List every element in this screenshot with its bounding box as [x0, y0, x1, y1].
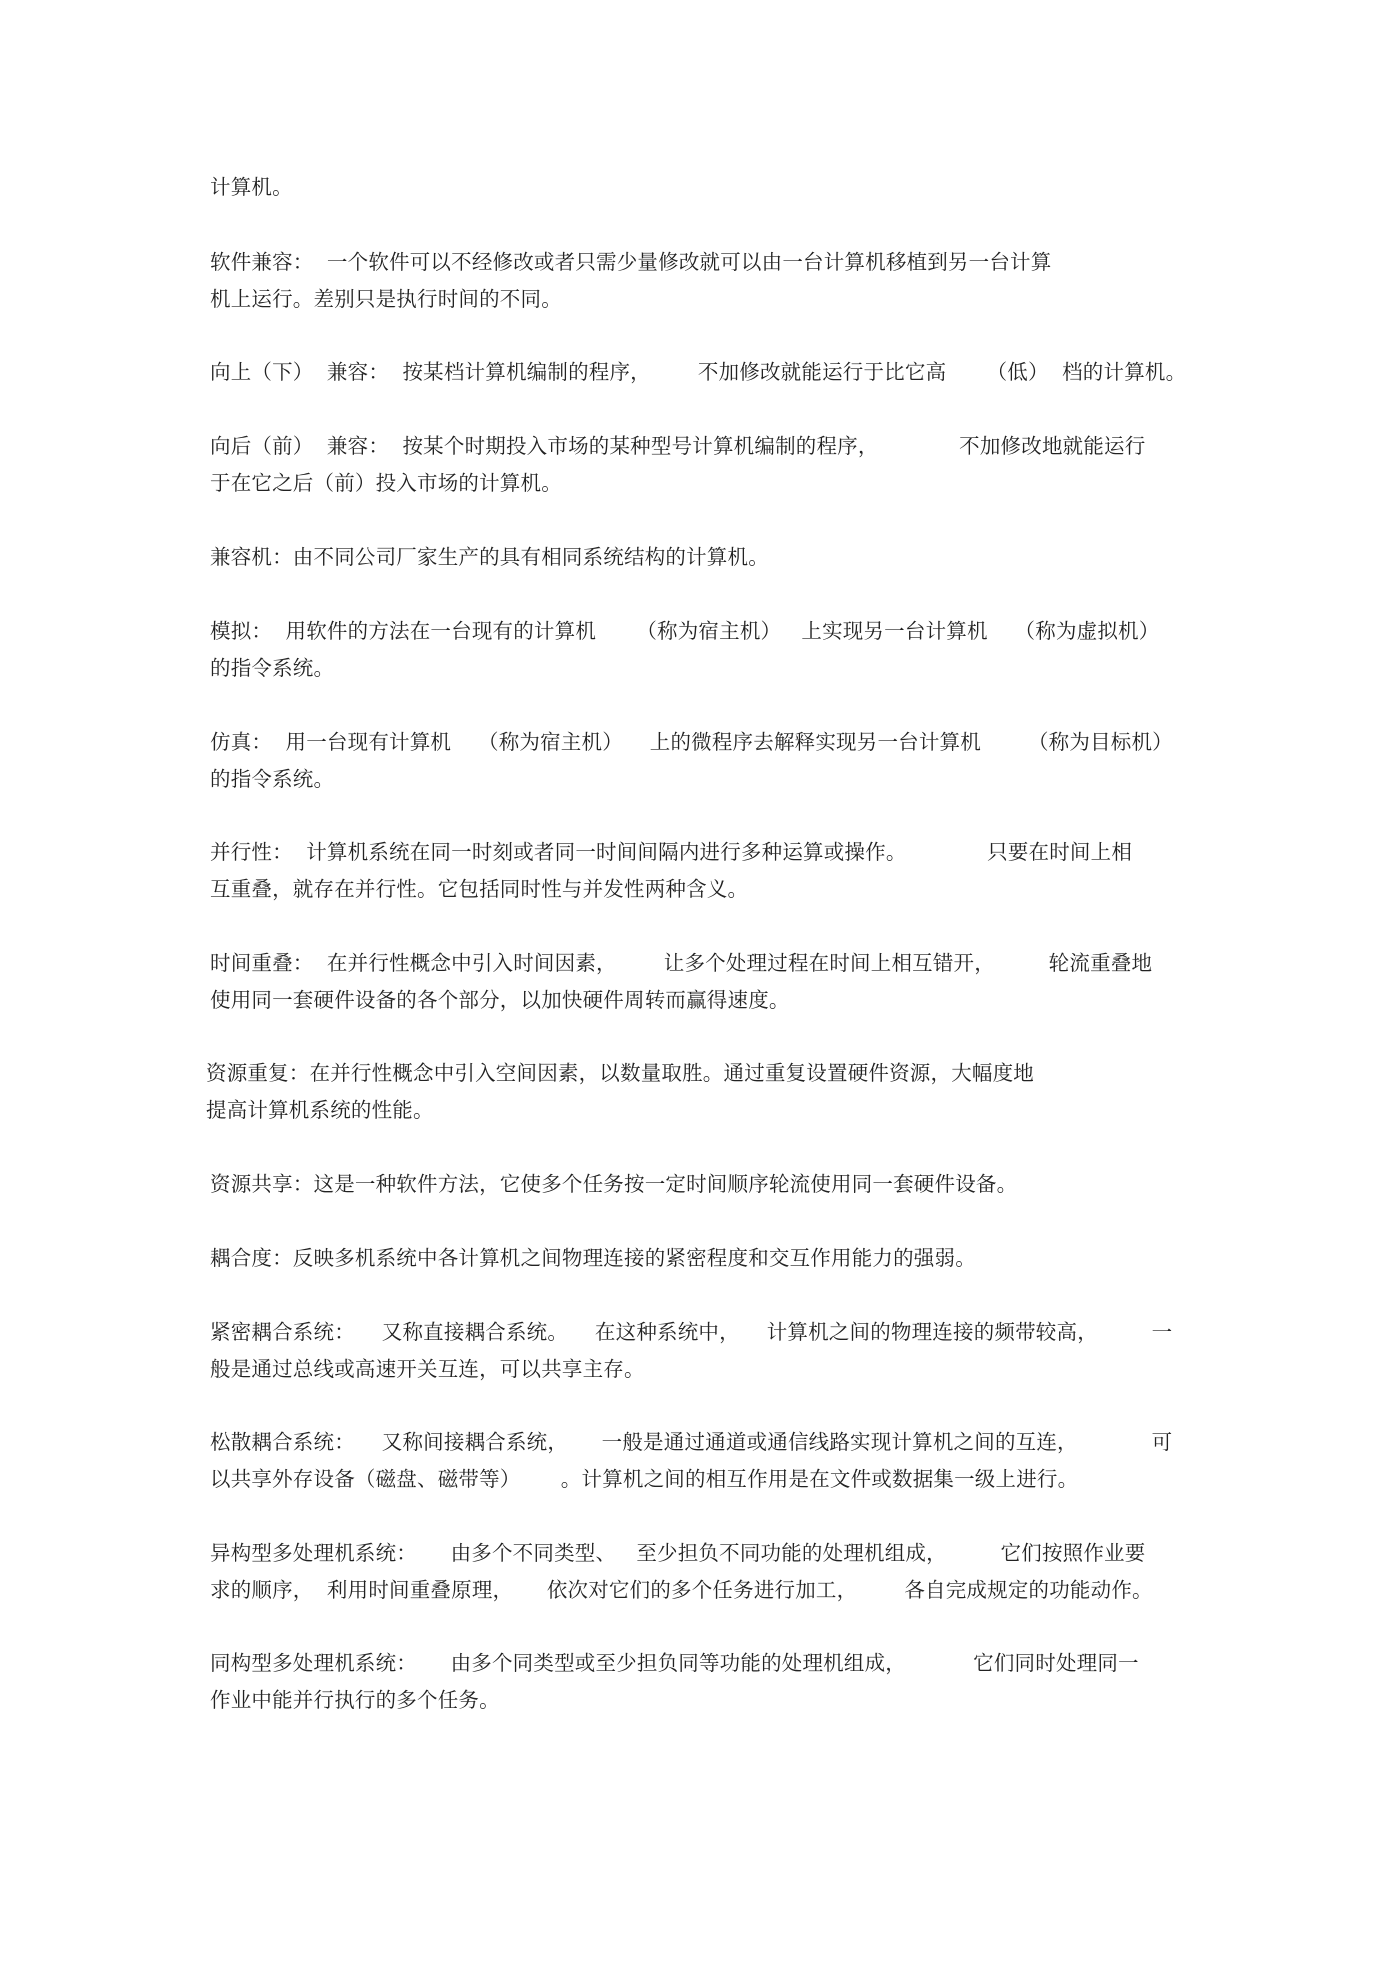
- paragraph-simulation: [210, 613, 1200, 687]
- paragraph-line: 资源重复：在并行性概念中引入空间因素，以数量取胜。通过重复设置硬件资源，大幅度地: [206, 1061, 1034, 1085]
- paragraph-line: 向上（下） 兼容： 按某档计算机编制的程序， 不加修改就能运行于比它高 （低） 档的计算机。: [210, 360, 1187, 384]
- paragraph-software-compatibility: [210, 244, 1200, 318]
- paragraph-line: 耦合度：反映多机系统中各计算机之间物理连接的紧密程度和交互作用能力的强弱。: [210, 1246, 976, 1270]
- paragraph-line: 的指令系统。: [210, 656, 335, 680]
- paragraph-line: 资源共享：这是一种软件方法，它使多个任务按一定时间顺序轮流使用同一套硬件设备。: [210, 1172, 1018, 1196]
- paragraph-tightly-coupled: [210, 1314, 1200, 1388]
- paragraph-loosely-coupled: [210, 1424, 1200, 1498]
- paragraph-upward-compatibility: [210, 354, 1200, 391]
- paragraph-line: 提高计算机系统的性能。: [206, 1098, 434, 1122]
- paragraph-line: 模拟： 用软件的方法在一台现有的计算机 （称为宿主机） 上实现另一台计算机 （称为虚拟机）: [210, 619, 1160, 643]
- paragraph-line: 般是通过总线或高速开关互连，可以共享主存。: [210, 1357, 645, 1381]
- paragraph-line: 兼容机：由不同公司厂家生产的具有相同系统结构的计算机。: [210, 545, 769, 569]
- paragraph-line: 仿真： 用一台现有计算机 （称为宿主机） 上的微程序去解释实现另一台计算机 （称为目标机）: [210, 730, 1173, 754]
- paragraph-line: 计算机。: [210, 175, 293, 199]
- paragraph-line: 互重叠，就存在并行性。它包括同时性与并发性两种含义。: [210, 877, 749, 901]
- paragraph-coupling-degree: [210, 1240, 1200, 1277]
- paragraph-line: 紧密耦合系统： 又称直接耦合系统。 在这种系统中， 计算机之间的物理连接的频带较高， 一: [210, 1320, 1173, 1344]
- paragraph-resource-sharing: [210, 1166, 1200, 1203]
- paragraph-line: 时间重叠： 在并行性概念中引入时间因素， 让多个处理过程在时间上相互错开， 轮流重叠地: [210, 951, 1153, 975]
- paragraph-line: 以共享外存设备（磁盘、磁带等） 。计算机之间的相互作用是在文件或数据集一级上进行。: [210, 1467, 1079, 1491]
- paragraph-time-overlap: [210, 945, 1200, 1019]
- paragraph-line: 的指令系统。: [210, 767, 335, 791]
- paragraph-emulation: [210, 724, 1200, 798]
- paragraph-line: 于在它之后（前）投入市场的计算机。: [210, 471, 562, 495]
- paragraph-line: 软件兼容： 一个软件可以不经修改或者只需少量修改就可以由一台计算机移植到另一台计算: [210, 250, 1052, 274]
- paragraph-backward-compatibility: [210, 428, 1200, 502]
- paragraph-line: 并行性： 计算机系统在同一时刻或者同一时间间隔内进行多种运算或操作。 只要在时间上相: [210, 840, 1133, 864]
- paragraph-line: 求的顺序， 利用时间重叠原理， 依次对它们的多个任务进行加工， 各自完成规定的功能动作。: [210, 1578, 1153, 1602]
- paragraph-heterogeneous-multiprocessor: [210, 1535, 1200, 1609]
- paragraph-line: 松散耦合系统： 又称间接耦合系统， 一般是通过通道或通信线路实现计算机之间的互连， 可: [210, 1430, 1173, 1454]
- paragraph-intro-fragment: [210, 169, 1200, 206]
- paragraph-line: 向后（前） 兼容： 按某个时期投入市场的某种型号计算机编制的程序， 不加修改地就能运行: [210, 434, 1146, 458]
- paragraph-line: 作业中能并行执行的多个任务。: [210, 1688, 500, 1712]
- paragraph-parallelism: [210, 834, 1200, 908]
- paragraph-line: 机上运行。差别只是执行时间的不同。: [210, 287, 562, 311]
- paragraph-line: 使用同一套硬件设备的各个部分，以加快硬件周转而赢得速度。: [210, 988, 790, 1012]
- paragraph-homogeneous-multiprocessor: [210, 1645, 1200, 1719]
- paragraph-compatible-machine: [210, 539, 1200, 576]
- paragraph-line: 同构型多处理机系统： 由多个同类型或至少担负同等功能的处理机组成， 它们同时处理同一: [210, 1651, 1139, 1675]
- paragraph-line: 异构型多处理机系统： 由多个不同类型、 至少担负不同功能的处理机组成， 它们按照作业要: [210, 1541, 1146, 1565]
- paragraph-resource-replication: [206, 1055, 1196, 1129]
